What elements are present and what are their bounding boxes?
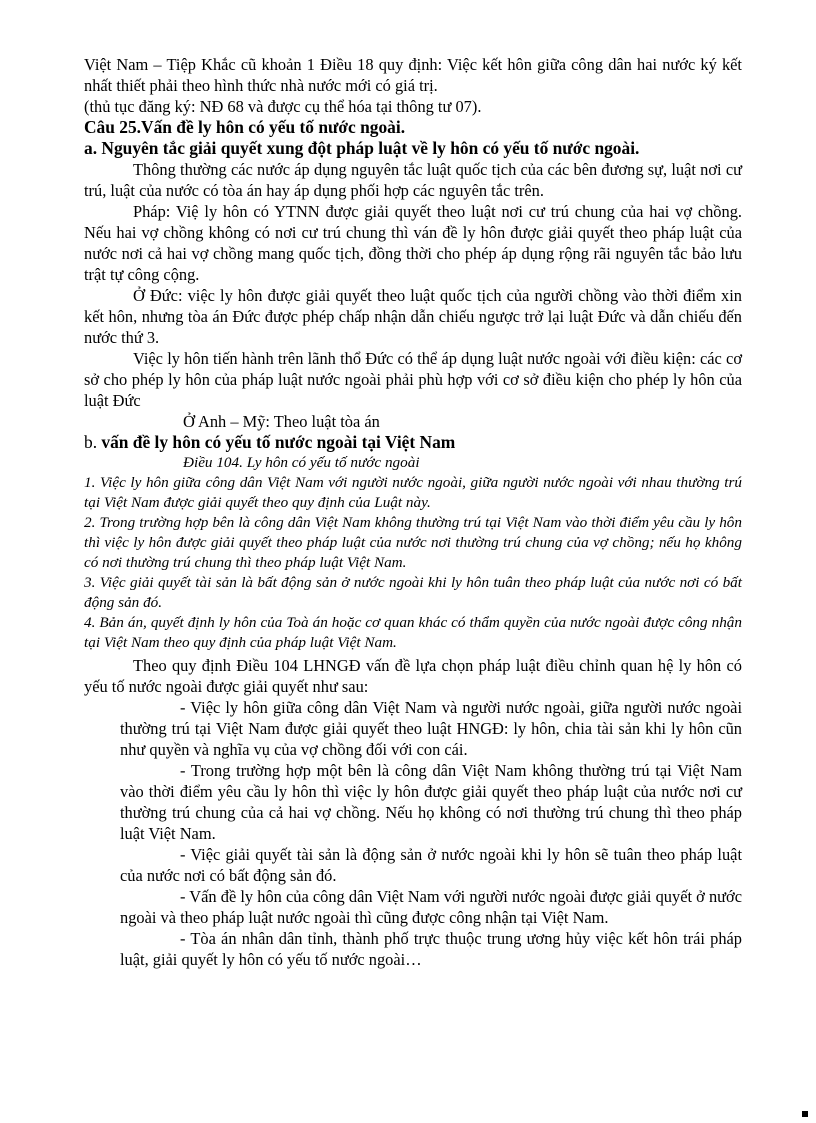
bullet-item: - Việc ly hôn giữa công dân Việt Nam và người nước ngoài, giữa người nước ngoài thường trú tại Việt Nam được giải quyết theo luật HNGĐ: ly hôn, chia tài sản khi ly hôn cũn như quyền và nghĩa vụ của vợ chồng đối với con cái. bbox=[120, 698, 742, 759]
bullet-item: - Tòa án nhân dân tỉnh, thành phố trực thuộc trung ương hủy việc kết hôn trái pháp luật, giải quyết ly hôn có yếu tố nước ngoài… bbox=[120, 929, 742, 969]
body-paragraph: Pháp: Việ ly hôn có YTNN được giải quyết theo luật nơi cư trú chung của hai vợ chồng. Nếu hai vợ chồng không có nơi cư trú chung thì ván đề ly hôn được giải quyết theo pháp luật của nước nơi cả hai vợ chồng mang quốc tịch, đồng thời cho phép áp dụng rộng rãi nguyên tắc bảo lưu trật tự công cộng. bbox=[84, 202, 742, 284]
section-b-heading bbox=[84, 432, 742, 453]
body-paragraph: Ở Đức: việc ly hôn được giải quyết theo luật quốc tịch của người chồng vào thời điểm xin kết hôn, nhưng tòa án Đức được phép chấp nhận dẫn chiếu ngược trở lại luật Đức và dẫn chiếu đến nước thứ 3. bbox=[84, 286, 742, 347]
document-body bbox=[84, 54, 742, 970]
section-a-title: a. Nguyên tắc giải quyết xung đột pháp luật về ly hôn có yếu tố nước ngoài. bbox=[84, 138, 640, 158]
corner-mark bbox=[802, 1111, 808, 1117]
section-b-title: vấn đề ly hôn có yếu tố nước ngoài tại Việt Nam bbox=[101, 432, 456, 452]
intro-note: (thủ tục đăng ký: NĐ 68 và được cụ thể hóa tại thông tư 07). bbox=[84, 97, 482, 116]
article-item: 1. Việc ly hôn giữa công dân Việt Nam với người nước ngoài, giữa người nước ngoài với nhau thường trú tại Việt Nam được giải quyết theo quy định của Luật này. bbox=[84, 474, 742, 511]
article-title: Điều 104. Ly hôn có yếu tố nước ngoài bbox=[183, 454, 420, 471]
anh-my-line: Ở Anh – Mỹ: Theo luật tòa án bbox=[183, 412, 380, 431]
body-paragraph: Việc ly hôn tiến hành trên lãnh thổ Đức có thể áp dụng luật nước ngoài với điều kiện: các cơ sở cho phép ly hôn của pháp luật nước ngoài phải phù hợp với cơ sở điều kiện cho phép ly hôn của luật Đức bbox=[84, 349, 742, 410]
body-paragraph: Theo quy định Điều 104 LHNGĐ vấn đề lựa chọn pháp luật điều chỉnh quan hệ ly hôn có yếu tố nước ngoài được giải quyết như sau: bbox=[84, 656, 742, 696]
section-b-prefix: b. bbox=[84, 432, 102, 452]
bullet-item: - Vấn đề ly hôn của công dân Việt Nam với người nước ngoài được giải quyết ở nước ngoài và theo pháp luật nước ngoài thì cũng được công nhận tại Việt Nam. bbox=[120, 887, 742, 927]
bullet-item: - Việc giải quyết tài sản là động sản ở nước ngoài khi ly hôn sẽ tuân theo pháp luật của nước nơi có bất động sản đó. bbox=[120, 845, 742, 885]
bullet-item: - Trong trường hợp một bên là công dân Việt Nam không thường trú tại Việt Nam vào thời điểm yêu cầu ly hôn thì việc ly hôn được giải quyết theo pháp luật của nước nơi cư thường trú chung của cả hai vợ chồng. Nếu họ không có nơi thường trú chung thì theo pháp luật Việt Nam. bbox=[120, 761, 742, 843]
article-item: 3. Việc giải quyết tài sản là bất động sản ở nước ngoài khi ly hôn tuân theo pháp luật của nước nơi có bất động sản đó. bbox=[84, 574, 742, 611]
question-title: Câu 25.Vấn đề ly hôn có yếu tố nước ngoài. bbox=[84, 117, 406, 137]
article-item: 2. Trong trường hợp bên là công dân Việt Nam không thường trú tại Việt Nam vào thời điểm yêu cầu ly hôn thì việc ly hôn được giải quyết theo pháp luật của nước nơi thường trú chung của vợ chồng; nếu họ không có nơi thường trú chung thì theo pháp luật Việt Nam. bbox=[84, 514, 742, 571]
body-paragraph: Thông thường các nước áp dụng nguyên tắc luật quốc tịch của các bên đương sự, luật nơi cư trú, luật của nước có tòa án hay áp dụng phối hợp các nguyên tắc trên. bbox=[84, 160, 742, 200]
article-item: 4. Bản án, quyết định ly hôn của Toà án hoặc cơ quan khác có thẩm quyền của nước ngoài được công nhận tại Việt Nam theo quy định của pháp luật Việt Nam. bbox=[84, 614, 742, 651]
bullet-list bbox=[120, 697, 742, 970]
intro-paragraph: Việt Nam – Tiệp Khắc cũ khoản 1 Điều 18 quy định: Việc kết hôn giữa công dân hai nước ký kết nhất thiết phải theo hình thức nhà nước mới có giá trị. bbox=[84, 55, 742, 95]
